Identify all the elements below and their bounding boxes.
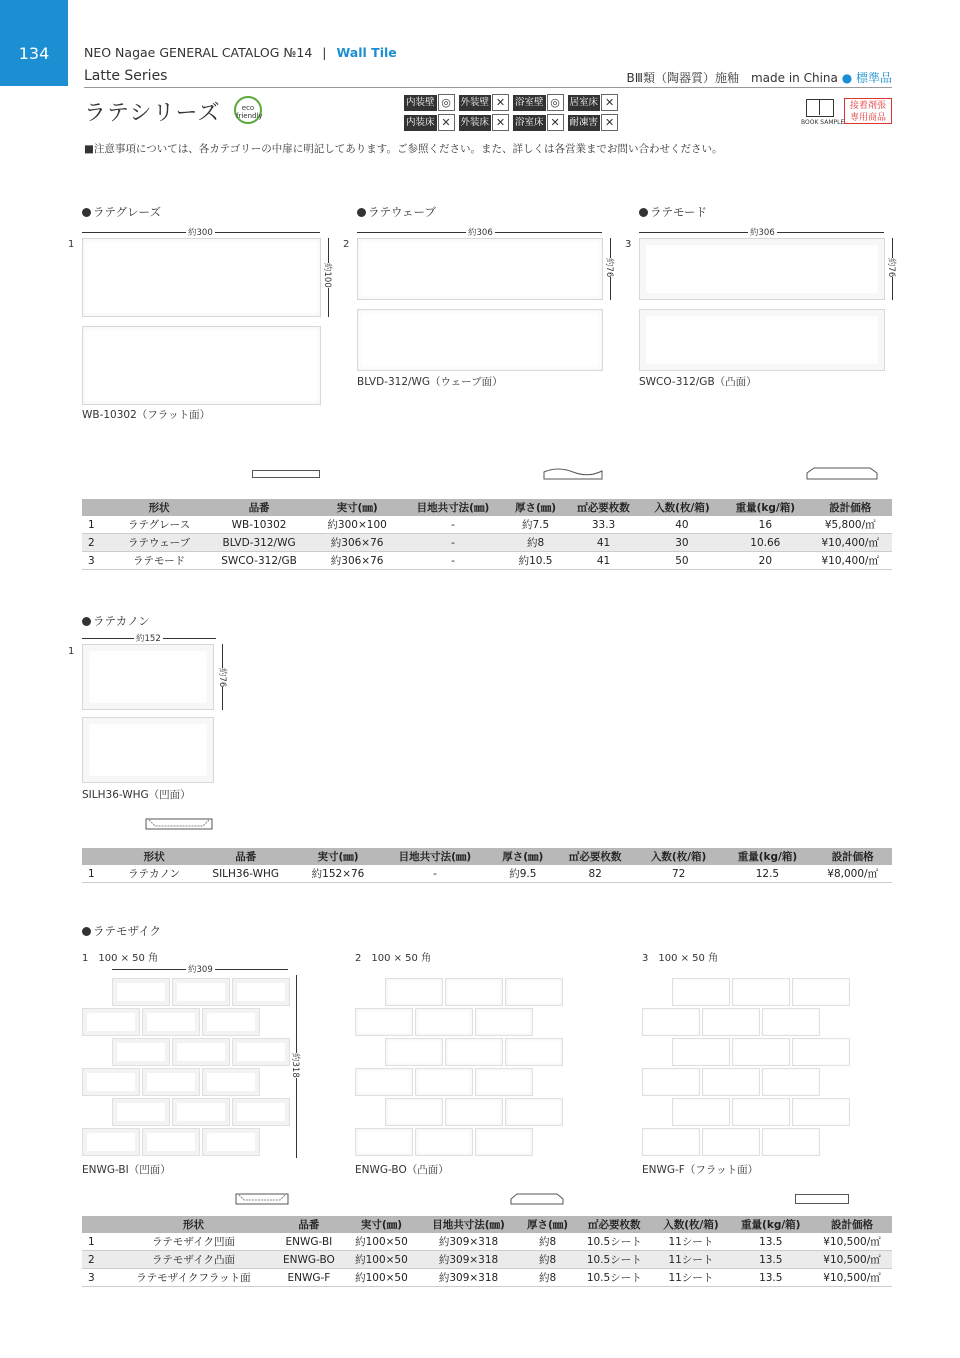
table-cell: 13.5 <box>729 1251 812 1269</box>
table-cell: ENWG-BO <box>273 1251 345 1269</box>
table-cell: 11シート <box>652 1233 729 1251</box>
product-caption: BLVD-312/WG（ウェーブ面） <box>357 376 503 388</box>
profile-concave-icon <box>145 817 213 830</box>
standard-badge: ● 標準品 <box>841 71 892 85</box>
product-caption: ENWG-BO（凸面） <box>355 1164 449 1176</box>
profile-convex-icon <box>806 466 878 480</box>
table-cell: 72 <box>636 865 722 883</box>
mosaic-tile <box>505 978 563 1006</box>
mosaic-tile <box>415 1128 473 1156</box>
width-dimension: 約306 <box>468 228 493 238</box>
table-header-row <box>82 499 892 516</box>
catalog-title: NEO Nagae GENERAL CATALOG №14 <box>84 45 313 60</box>
usage-cell <box>513 114 564 131</box>
mosaic-tile <box>702 1068 760 1096</box>
mosaic-sheet-convex <box>355 976 565 1160</box>
table-cell: 10.5シート <box>576 1233 652 1251</box>
mosaic-tile <box>355 1008 413 1036</box>
table-cell: ¥10,500/㎡ <box>812 1251 892 1269</box>
table-cell: 約100×50 <box>345 1233 418 1251</box>
table-cell: 50 <box>642 552 723 570</box>
table-cell: ¥5,800/㎡ <box>808 516 892 534</box>
spec-table <box>82 499 892 570</box>
table-row <box>82 1269 892 1287</box>
table-cell: 16 <box>722 516 808 534</box>
table-cell: ENWG-BI <box>273 1233 345 1251</box>
mosaic-tile <box>202 1128 260 1156</box>
mosaic-tile <box>202 1008 260 1036</box>
product-number: 1 <box>68 646 75 657</box>
usage-cell <box>568 114 619 131</box>
table-cell: - <box>400 552 505 570</box>
table-cell: 約309×318 <box>418 1233 519 1251</box>
table-cell: 10.66 <box>722 534 808 552</box>
mosaic-tile <box>792 1038 850 1066</box>
table-cell: 約8 <box>506 534 566 552</box>
mosaic-tile <box>505 1038 563 1066</box>
mosaic-tile <box>475 1128 533 1156</box>
tile-image <box>357 309 603 371</box>
table-cell: 約9.5 <box>491 865 555 883</box>
mosaic-tile <box>672 1038 730 1066</box>
table-header-cell: 実寸(㎜) <box>345 1216 418 1233</box>
mosaic-tile <box>112 978 170 1006</box>
usage-mark: ✕ <box>492 114 509 131</box>
table-header-cell: 実寸(㎜) <box>314 499 400 516</box>
product-caption: SILH36-WHG（凹面） <box>82 789 191 801</box>
table-cell: 2 <box>82 534 114 552</box>
usage-mark: ✕ <box>547 114 564 131</box>
page-number: 134 <box>0 0 68 86</box>
table-header-row <box>82 1216 892 1233</box>
header-divider <box>84 87 892 88</box>
mosaic-tile <box>762 1008 820 1036</box>
mosaic-tile <box>172 1038 230 1066</box>
usage-mark: ◎ <box>547 94 564 111</box>
table-cell: ¥10,500/㎡ <box>812 1233 892 1251</box>
table-header-cell: 入数(枚/箱) <box>652 1216 729 1233</box>
width-dimension: 約306 <box>750 228 775 238</box>
height-dimension: 約76 <box>886 258 896 278</box>
table-cell: ¥10,500/㎡ <box>812 1269 892 1287</box>
series-name-en: Latte Series <box>84 68 168 84</box>
adhesive-line1: 接着剤張 <box>849 101 886 111</box>
product-caption: ENWG-F（フラット面） <box>642 1164 759 1176</box>
table-header-cell: 目地共寸法(㎜) <box>379 848 491 865</box>
mosaic-tile <box>232 1098 290 1126</box>
mosaic-tile <box>672 978 730 1006</box>
mosaic-tile <box>445 1038 503 1066</box>
mosaic-tile <box>355 1068 413 1096</box>
profile-flat-icon <box>795 1194 849 1204</box>
table-cell: ENWG-F <box>273 1269 345 1287</box>
table-cell: 11シート <box>652 1251 729 1269</box>
table-header-cell: 重量(kg/箱) <box>729 1216 812 1233</box>
table-header-cell: 設計価格 <box>813 848 892 865</box>
section-title: ラテモザイク <box>82 923 161 939</box>
usage-cell <box>404 114 455 131</box>
table-header-cell: 重量(kg/箱) <box>721 848 813 865</box>
profile-convex-icon <box>510 1192 564 1205</box>
table-header-cell: 形状 <box>114 1216 273 1233</box>
eco-friendly-icon: eco friendly <box>234 96 262 124</box>
table-cell: 10.5シート <box>576 1269 652 1287</box>
catalog-header <box>84 45 397 60</box>
section-title: ラテモード <box>639 204 707 220</box>
mosaic-tile <box>232 978 290 1006</box>
table-header-cell <box>82 848 114 865</box>
table-cell: 約8 <box>519 1251 576 1269</box>
table-cell: 11シート <box>652 1269 729 1287</box>
tile-image <box>639 238 885 300</box>
table-header-cell: 入数(枚/箱) <box>636 848 722 865</box>
mosaic-tile <box>385 1098 443 1126</box>
usage-label: 外装壁 <box>459 95 492 111</box>
usage-label: 内装床 <box>404 115 437 131</box>
table-header-cell: 厚さ(㎜) <box>519 1216 576 1233</box>
table-row <box>82 516 892 534</box>
adhesive-line2: 専用商品 <box>849 113 886 123</box>
mosaic-tile <box>642 1128 700 1156</box>
mosaic-tile <box>762 1068 820 1096</box>
tile-image <box>357 238 603 300</box>
table-cell: ラテカノン <box>114 865 194 883</box>
table-row <box>82 534 892 552</box>
table-header-cell: 厚さ(㎜) <box>491 848 555 865</box>
table-row <box>82 1233 892 1251</box>
mosaic-sheet-flat <box>642 976 852 1160</box>
table-cell: 41 <box>565 552 641 570</box>
mosaic-tile <box>82 1068 140 1096</box>
height-dimension: 約100 <box>322 263 332 288</box>
table-cell: - <box>379 865 491 883</box>
header-right <box>626 69 892 86</box>
mosaic-tile <box>475 1068 533 1096</box>
table-cell: ¥8,000/㎡ <box>813 865 892 883</box>
usage-cell <box>513 94 564 111</box>
table-cell: 1 <box>82 516 114 534</box>
mosaic-tile <box>112 1098 170 1126</box>
table-cell: ラテグレース <box>114 516 204 534</box>
table-cell: SILH36-WHG <box>194 865 297 883</box>
spec-table <box>82 1216 892 1287</box>
table-header-cell: 形状 <box>114 848 194 865</box>
mosaic-tile <box>732 1098 790 1126</box>
tile-image <box>639 309 885 371</box>
tile-image <box>82 644 214 710</box>
profile-concave-icon <box>235 1192 289 1205</box>
width-dimension: 約152 <box>136 634 161 644</box>
table-header-cell <box>82 499 114 516</box>
table-cell: 約10.5 <box>506 552 566 570</box>
mosaic-tile <box>385 1038 443 1066</box>
table-cell: 約100×50 <box>345 1251 418 1269</box>
table-cell: 13.5 <box>729 1233 812 1251</box>
table-cell: 約309×318 <box>418 1251 519 1269</box>
mosaic-tile <box>82 1008 140 1036</box>
usage-cell <box>404 94 455 111</box>
page-title: ラテシリーズ <box>84 101 221 126</box>
mosaic-tile <box>385 978 443 1006</box>
table-header-row <box>82 848 892 865</box>
table-cell: SWCO-312/GB <box>204 552 314 570</box>
mosaic-tile <box>702 1008 760 1036</box>
profile-flat-icon <box>252 470 320 478</box>
table-cell: 約100×50 <box>345 1269 418 1287</box>
table-cell: WB-10302 <box>204 516 314 534</box>
table-cell: 1 <box>82 865 114 883</box>
usage-label: 居室床 <box>568 95 601 111</box>
product-number: 3 <box>625 239 632 250</box>
table-row <box>82 552 892 570</box>
mosaic-sheet-concave <box>82 976 292 1160</box>
mosaic-tile <box>642 1008 700 1036</box>
table-cell: ¥10,400/㎡ <box>808 534 892 552</box>
table-cell: 約309×318 <box>418 1269 519 1287</box>
category-label: Wall Tile <box>336 45 397 60</box>
mosaic-tile <box>82 1128 140 1156</box>
table-cell: 3 <box>82 552 114 570</box>
table-cell: 約300×100 <box>314 516 400 534</box>
table-cell: 12.5 <box>721 865 813 883</box>
table-cell: 30 <box>642 534 723 552</box>
usage-label: 浴室床 <box>513 115 546 131</box>
table-header-cell: 入数(枚/箱) <box>642 499 723 516</box>
table-cell: 33.3 <box>565 516 641 534</box>
product-caption: SWCO-312/GB（凸面） <box>639 376 757 388</box>
table-header-cell: 重量(kg/箱) <box>722 499 808 516</box>
table-cell: 20 <box>722 552 808 570</box>
height-dimension: 約76 <box>604 258 614 278</box>
mosaic-tile <box>172 978 230 1006</box>
table-header-cell: ㎡必要枚数 <box>555 848 636 865</box>
table-cell: 約152×76 <box>297 865 378 883</box>
height-dimension: 約76 <box>217 668 227 688</box>
table-cell: 1 <box>82 1233 114 1251</box>
section-title: ラテカノン <box>82 613 150 629</box>
product-size-label: 1 100 × 50 角 <box>82 953 159 964</box>
table-cell: 41 <box>565 534 641 552</box>
usage-label: 外装床 <box>459 115 492 131</box>
width-dimension: 約300 <box>188 228 213 238</box>
table-header-cell: 品番 <box>194 848 297 865</box>
mosaic-tile <box>142 1128 200 1156</box>
header-separator: | <box>322 45 327 60</box>
table-cell: BLVD-312/WG <box>204 534 314 552</box>
mosaic-tile <box>762 1128 820 1156</box>
mosaic-tile <box>142 1008 200 1036</box>
product-size-label: 3 100 × 50 角 <box>642 953 719 964</box>
table-header-cell: 設計価格 <box>808 499 892 516</box>
table-header-cell: 厚さ(㎜) <box>506 499 566 516</box>
table-cell: 2 <box>82 1251 114 1269</box>
usage-mark: ◎ <box>438 94 455 111</box>
table-cell: ラテモザイクフラット面 <box>114 1269 273 1287</box>
table-cell: 約8 <box>519 1233 576 1251</box>
table-cell: - <box>400 534 505 552</box>
mosaic-tile <box>415 1068 473 1096</box>
book-sample-label: BOOK SAMPLE <box>801 119 845 126</box>
class-text: BⅢ類（陶器質）施釉 made in China <box>626 71 838 85</box>
table-header-cell: 形状 <box>114 499 204 516</box>
table-header-cell: ㎡必要枚数 <box>565 499 641 516</box>
section-title: ラテグレーズ <box>82 204 161 220</box>
mosaic-tile <box>445 1098 503 1126</box>
table-cell: 約306×76 <box>314 534 400 552</box>
table-cell: 約8 <box>519 1269 576 1287</box>
table-header-cell: 目地共寸法(㎜) <box>400 499 505 516</box>
usage-mark: ✕ <box>601 114 618 131</box>
product-number: 2 <box>343 239 350 250</box>
height-dimension: 約318 <box>290 1053 300 1078</box>
mosaic-tile <box>112 1038 170 1066</box>
table-cell: 13.5 <box>729 1269 812 1287</box>
table-cell: 約306×76 <box>314 552 400 570</box>
usage-cell <box>459 114 510 131</box>
mosaic-tile <box>702 1128 760 1156</box>
mosaic-tile <box>445 978 503 1006</box>
mosaic-tile <box>732 978 790 1006</box>
table-cell: 10.5シート <box>576 1251 652 1269</box>
mosaic-tile <box>142 1068 200 1096</box>
table-cell: 40 <box>642 516 723 534</box>
mosaic-tile <box>172 1098 230 1126</box>
usage-mark: ✕ <box>601 94 618 111</box>
mosaic-tile <box>202 1068 260 1096</box>
table-cell: ¥10,400/㎡ <box>808 552 892 570</box>
usage-label: 耐凍害 <box>568 115 601 131</box>
width-dimension: 約309 <box>188 965 213 975</box>
table-cell: ラテモード <box>114 552 204 570</box>
usage-matrix <box>404 94 618 131</box>
table-header-cell: 目地共寸法(㎜) <box>418 1216 519 1233</box>
table-cell: 82 <box>555 865 636 883</box>
table-cell: 約7.5 <box>506 516 566 534</box>
product-size-label: 2 100 × 50 角 <box>355 953 432 964</box>
tile-image <box>82 717 214 783</box>
tile-image <box>82 238 321 317</box>
mosaic-tile <box>732 1038 790 1066</box>
mosaic-tile <box>355 1128 413 1156</box>
table-header-cell: ㎡必要枚数 <box>576 1216 652 1233</box>
profile-wave-icon <box>543 466 603 480</box>
table-row <box>82 865 892 883</box>
table-row <box>82 1251 892 1269</box>
mosaic-tile <box>505 1098 563 1126</box>
table-cell: ラテウェーブ <box>114 534 204 552</box>
table-header-cell <box>82 1216 114 1233</box>
book-sample-icon <box>806 99 834 117</box>
product-caption: ENWG-BI（凹面） <box>82 1164 171 1176</box>
usage-label: 内装壁 <box>404 95 437 111</box>
section-title: ラテウェーブ <box>357 204 436 220</box>
product-caption: WB-10302（フラット面） <box>82 409 211 421</box>
mosaic-tile <box>672 1098 730 1126</box>
adhesive-badge <box>844 98 892 124</box>
table-cell: ラテモザイク凸面 <box>114 1251 273 1269</box>
mosaic-tile <box>792 1098 850 1126</box>
usage-cell <box>459 94 510 111</box>
mosaic-tile <box>642 1068 700 1096</box>
table-cell: - <box>400 516 505 534</box>
table-header-cell: 設計価格 <box>812 1216 892 1233</box>
usage-cell <box>568 94 619 111</box>
product-number: 1 <box>68 239 75 250</box>
table-cell: 3 <box>82 1269 114 1287</box>
tile-image <box>82 326 321 405</box>
usage-label: 浴室壁 <box>513 95 546 111</box>
table-header-cell: 品番 <box>204 499 314 516</box>
mosaic-tile <box>475 1008 533 1036</box>
mosaic-tile <box>415 1008 473 1036</box>
table-header-cell: 実寸(㎜) <box>297 848 378 865</box>
spec-table <box>82 848 892 883</box>
usage-mark: ✕ <box>438 114 455 131</box>
table-cell: ラテモザイク凹面 <box>114 1233 273 1251</box>
usage-mark: ✕ <box>492 94 509 111</box>
table-header-cell: 品番 <box>273 1216 345 1233</box>
mosaic-tile <box>792 978 850 1006</box>
mosaic-tile <box>232 1038 290 1066</box>
notice-text: ■注意事項については、各カテゴリーの中扉に明記してあります。ご参照ください。また、詳しくは各営業までお問い合わせください。 <box>84 143 723 155</box>
